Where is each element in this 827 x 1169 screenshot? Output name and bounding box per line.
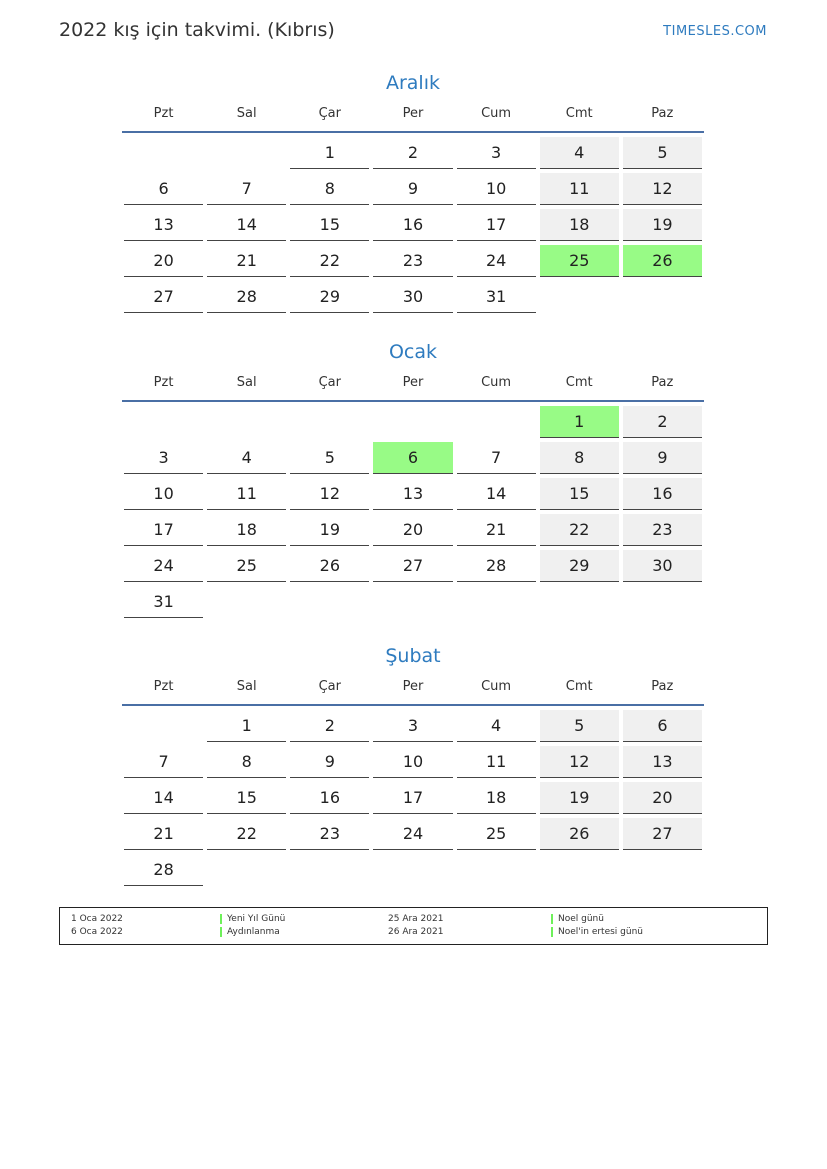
day-cell[interactable]: 22 bbox=[540, 514, 619, 546]
day-cell[interactable]: 28 bbox=[207, 281, 286, 313]
day-cell[interactable]: 20 bbox=[124, 245, 203, 277]
weekday-label: Cmt bbox=[565, 106, 593, 121]
day-cell[interactable]: 24 bbox=[457, 245, 536, 277]
month-title: Şubat bbox=[385, 645, 441, 667]
day-cell[interactable]: 21 bbox=[457, 514, 536, 546]
holiday-day-cell[interactable]: 26 bbox=[623, 245, 702, 277]
day-cell[interactable]: 5 bbox=[290, 442, 369, 474]
day-cell[interactable]: 11 bbox=[457, 746, 536, 778]
holiday-marker-icon bbox=[551, 914, 553, 924]
day-cell[interactable]: 29 bbox=[290, 281, 369, 313]
day-cell[interactable]: 19 bbox=[540, 782, 619, 814]
day-cell[interactable]: 18 bbox=[457, 782, 536, 814]
day-cell[interactable]: 7 bbox=[207, 173, 286, 205]
day-cell[interactable]: 3 bbox=[457, 137, 536, 169]
weekday-header bbox=[122, 366, 704, 402]
legend-date: 1 Oca 2022 bbox=[71, 914, 123, 924]
legend-holiday: Aydınlanma bbox=[220, 926, 280, 939]
day-cell[interactable]: 14 bbox=[457, 478, 536, 510]
day-cell[interactable]: 16 bbox=[373, 209, 452, 241]
holiday-marker-icon bbox=[220, 914, 222, 924]
day-cell[interactable]: 6 bbox=[124, 173, 203, 205]
legend-row bbox=[60, 926, 767, 939]
month-title: Aralık bbox=[385, 72, 440, 94]
day-cell[interactable]: 6 bbox=[623, 710, 702, 742]
day-cell[interactable]: 1 bbox=[207, 710, 286, 742]
empty-cell bbox=[124, 710, 203, 741]
legend-date: 26 Ara 2021 bbox=[388, 927, 444, 937]
weekday-label: Sal bbox=[236, 375, 257, 390]
weekday-label: Cum bbox=[481, 375, 512, 390]
day-cell[interactable]: 8 bbox=[540, 442, 619, 474]
holiday-marker-icon bbox=[220, 927, 222, 937]
weekday-label: Paz bbox=[651, 106, 674, 121]
day-grid bbox=[122, 137, 704, 317]
day-cell[interactable]: 4 bbox=[457, 710, 536, 742]
day-cell[interactable]: 24 bbox=[373, 818, 452, 850]
empty-cell bbox=[207, 406, 286, 437]
day-cell[interactable]: 24 bbox=[124, 550, 203, 582]
day-cell[interactable]: 10 bbox=[373, 746, 452, 778]
day-cell[interactable]: 12 bbox=[290, 478, 369, 510]
month-february bbox=[122, 642, 704, 890]
day-cell[interactable]: 9 bbox=[290, 746, 369, 778]
weekday-label: Çar bbox=[318, 679, 341, 694]
day-cell[interactable]: 2 bbox=[623, 406, 702, 438]
day-cell[interactable]: 29 bbox=[540, 550, 619, 582]
day-cell[interactable]: 27 bbox=[124, 281, 203, 313]
day-cell[interactable]: 14 bbox=[124, 782, 203, 814]
legend-holiday: Yeni Yıl Günü bbox=[220, 913, 285, 926]
day-cell[interactable]: 27 bbox=[373, 550, 452, 582]
day-cell[interactable]: 16 bbox=[623, 478, 702, 510]
day-cell[interactable]: 30 bbox=[373, 281, 452, 313]
day-cell[interactable]: 28 bbox=[457, 550, 536, 582]
day-cell[interactable]: 14 bbox=[207, 209, 286, 241]
day-cell[interactable]: 13 bbox=[124, 209, 203, 241]
day-cell[interactable]: 21 bbox=[207, 245, 286, 277]
month-january bbox=[122, 338, 704, 622]
weekday-label: Paz bbox=[651, 679, 674, 694]
day-cell[interactable]: 17 bbox=[124, 514, 203, 546]
empty-cell bbox=[290, 406, 369, 437]
day-cell[interactable]: 2 bbox=[373, 137, 452, 169]
holiday-legend bbox=[59, 907, 768, 945]
weekday-label: Cmt bbox=[565, 679, 593, 694]
day-cell[interactable]: 9 bbox=[623, 442, 702, 474]
day-cell[interactable]: 22 bbox=[207, 818, 286, 850]
legend-date: 25 Ara 2021 bbox=[388, 914, 444, 924]
day-cell[interactable]: 15 bbox=[207, 782, 286, 814]
weekday-label: Çar bbox=[318, 106, 341, 121]
page-title: 2022 kış için takvimi. (Kıbrıs) bbox=[59, 19, 335, 41]
day-cell[interactable]: 15 bbox=[290, 209, 369, 241]
month-title: Ocak bbox=[388, 341, 438, 363]
day-cell[interactable]: 10 bbox=[124, 478, 203, 510]
day-cell[interactable]: 20 bbox=[373, 514, 452, 546]
weekday-label: Sal bbox=[236, 679, 257, 694]
month-december bbox=[122, 69, 704, 317]
day-cell[interactable]: 8 bbox=[207, 746, 286, 778]
day-cell[interactable]: 9 bbox=[373, 173, 452, 205]
empty-cell bbox=[373, 406, 452, 437]
day-cell[interactable]: 15 bbox=[540, 478, 619, 510]
day-cell[interactable]: 18 bbox=[540, 209, 619, 241]
holiday-day-cell[interactable]: 6 bbox=[373, 442, 452, 474]
day-cell[interactable]: 4 bbox=[540, 137, 619, 169]
empty-cell bbox=[124, 406, 203, 437]
day-cell[interactable]: 18 bbox=[207, 514, 286, 546]
day-cell[interactable]: 23 bbox=[290, 818, 369, 850]
holiday-day-cell[interactable]: 1 bbox=[540, 406, 619, 438]
day-cell[interactable]: 5 bbox=[540, 710, 619, 742]
day-cell[interactable]: 1 bbox=[290, 137, 369, 169]
day-cell[interactable]: 25 bbox=[457, 818, 536, 850]
day-cell[interactable]: 8 bbox=[290, 173, 369, 205]
day-cell[interactable]: 5 bbox=[623, 137, 702, 169]
weekday-label: Cmt bbox=[565, 375, 593, 390]
empty-cell bbox=[124, 137, 203, 168]
legend-row bbox=[60, 913, 767, 926]
day-cell[interactable]: 23 bbox=[373, 245, 452, 277]
weekday-label: Per bbox=[402, 375, 424, 390]
weekday-label: Per bbox=[402, 679, 424, 694]
day-cell[interactable]: 4 bbox=[207, 442, 286, 474]
day-cell[interactable]: 20 bbox=[623, 782, 702, 814]
day-cell[interactable]: 28 bbox=[124, 854, 203, 886]
day-cell[interactable]: 13 bbox=[623, 746, 702, 778]
day-cell[interactable]: 30 bbox=[623, 550, 702, 582]
legend-date: 6 Oca 2022 bbox=[71, 927, 123, 937]
brand-link[interactable]: TIMESLES.COM bbox=[663, 24, 767, 39]
day-cell[interactable]: 25 bbox=[207, 550, 286, 582]
day-cell[interactable]: 11 bbox=[540, 173, 619, 205]
day-cell[interactable]: 26 bbox=[290, 550, 369, 582]
empty-cell bbox=[207, 137, 286, 168]
day-cell[interactable]: 7 bbox=[124, 746, 203, 778]
legend-holiday: Noel günü bbox=[551, 913, 604, 926]
day-cell[interactable]: 13 bbox=[373, 478, 452, 510]
day-cell[interactable]: 17 bbox=[457, 209, 536, 241]
day-cell[interactable]: 3 bbox=[124, 442, 203, 474]
weekday-label: Cum bbox=[481, 106, 512, 121]
day-grid bbox=[122, 406, 704, 622]
day-cell[interactable]: 16 bbox=[290, 782, 369, 814]
weekday-label: Pzt bbox=[153, 679, 174, 694]
weekday-header bbox=[122, 670, 704, 706]
day-cell[interactable]: 17 bbox=[373, 782, 452, 814]
weekday-label: Pzt bbox=[153, 106, 174, 121]
day-cell[interactable]: 7 bbox=[457, 442, 536, 474]
day-cell[interactable]: 27 bbox=[623, 818, 702, 850]
weekday-label: Paz bbox=[651, 375, 674, 390]
weekday-label: Pzt bbox=[153, 375, 174, 390]
day-cell[interactable]: 21 bbox=[124, 818, 203, 850]
day-grid bbox=[122, 710, 704, 890]
day-cell[interactable]: 31 bbox=[457, 281, 536, 313]
day-cell[interactable]: 10 bbox=[457, 173, 536, 205]
weekday-label: Sal bbox=[236, 106, 257, 121]
day-cell[interactable]: 19 bbox=[290, 514, 369, 546]
day-cell[interactable]: 12 bbox=[623, 173, 702, 205]
weekday-label: Cum bbox=[481, 679, 512, 694]
day-cell[interactable]: 31 bbox=[124, 586, 203, 618]
day-cell[interactable]: 3 bbox=[373, 710, 452, 742]
holiday-marker-icon bbox=[551, 927, 553, 937]
weekday-label: Per bbox=[402, 106, 424, 121]
day-cell[interactable]: 12 bbox=[540, 746, 619, 778]
weekday-label: Çar bbox=[318, 375, 341, 390]
day-cell[interactable]: 19 bbox=[623, 209, 702, 241]
day-cell[interactable]: 23 bbox=[623, 514, 702, 546]
weekday-header bbox=[122, 97, 704, 133]
day-cell[interactable]: 26 bbox=[540, 818, 619, 850]
day-cell[interactable]: 2 bbox=[290, 710, 369, 742]
day-cell[interactable]: 11 bbox=[207, 478, 286, 510]
legend-holiday: Noel'in ertesi günü bbox=[551, 926, 643, 939]
empty-cell bbox=[457, 406, 536, 437]
holiday-day-cell[interactable]: 25 bbox=[540, 245, 619, 277]
day-cell[interactable]: 22 bbox=[290, 245, 369, 277]
